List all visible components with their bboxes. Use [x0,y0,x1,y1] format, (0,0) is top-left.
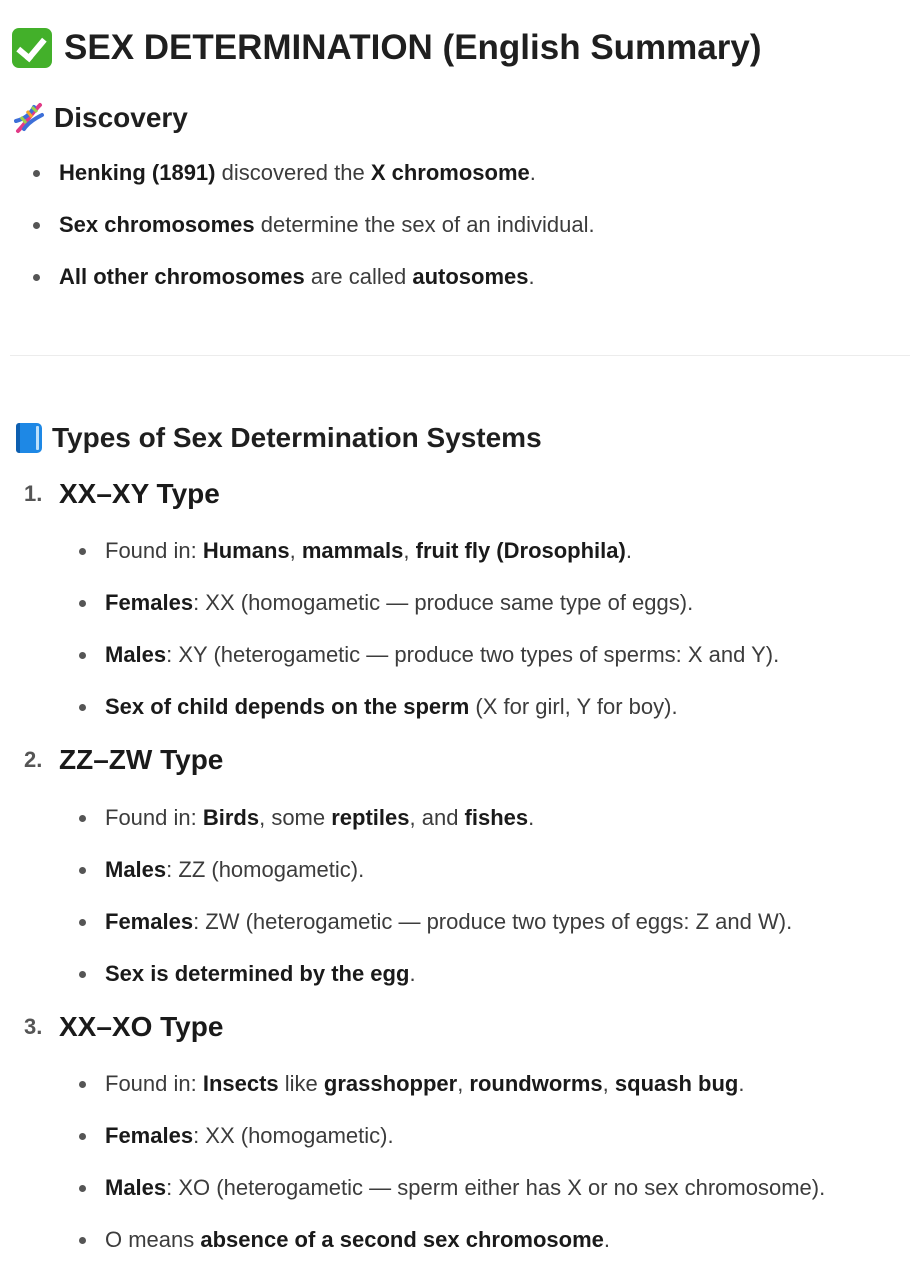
page-title-text: SEX DETERMINATION (English Summary) [64,28,762,67]
xx-xy-list [105,536,779,744]
discovery-list [59,158,595,314]
text-run: . [738,1071,745,1096]
text-run: : XO (heterogametic — sperm either has X or no sex chromosome). [166,1175,826,1200]
list-item [105,536,779,588]
discovery-heading [12,98,188,138]
list-item [59,210,595,262]
text-run: , [457,1071,470,1096]
bold-term: fruit fly (Drosophila) [415,538,626,563]
section-divider [10,355,910,356]
text-run: : ZZ (homogametic). [166,857,365,882]
text-run: : ZW (heterogametic — produce two types of eggs: Z and W). [193,909,793,934]
list-item [59,262,595,314]
bold-term: Females [105,909,194,934]
list-item [105,855,792,907]
text-run: Found in: [105,805,203,830]
bold-term: Sex chromosomes [59,212,255,237]
section-zz-zw [24,744,223,776]
bold-term: autosomes [412,264,529,289]
bold-term: All other chromosomes [59,264,305,289]
text-run: , [289,538,302,563]
list-item [105,692,779,744]
section-title: XX–XY Type [59,478,220,509]
section-number: 1. [24,481,43,506]
xx-xo-list [105,1069,825,1277]
text-run: , [602,1071,615,1096]
text-run: Found in: [105,538,203,563]
list-item [105,803,792,855]
text-run: . [409,961,416,986]
bold-term: X chromosome [370,160,530,185]
section-title: XX–XO Type [59,1011,224,1042]
text-run: , and [409,805,465,830]
text-run: . [529,160,536,185]
bold-term: Insects [202,1071,279,1096]
list-item [105,588,779,640]
text-run: : XX (homogametic). [193,1123,394,1148]
bold-term: grasshopper [323,1071,458,1096]
bold-term: reptiles [331,805,410,830]
bold-term: Females [105,590,194,615]
text-run: . [528,264,535,289]
bold-term: Sex of child depends on the sperm [105,694,470,719]
page-title [12,24,762,72]
blue-book-icon [16,423,42,453]
text-run: , [403,538,416,563]
text-run: . [603,1227,610,1252]
section-title: ZZ–ZW Type [59,744,224,775]
bold-term: Males [105,642,167,667]
bold-term: Males [105,857,167,882]
bold-term: roundworms [469,1071,603,1096]
zz-zw-list [105,803,792,1011]
list-item [105,1173,825,1225]
bold-term: squash bug [614,1071,739,1096]
section-number: 3. [24,1014,43,1039]
section-number: 2. [24,747,43,772]
types-heading [12,418,542,458]
text-run: determine the sex of an individual. [254,212,595,237]
check-mark-icon [12,28,52,68]
list-item [105,640,779,692]
text-run: are called [304,264,413,289]
list-item [105,1121,825,1173]
section-xx-xy [24,478,220,510]
text-run: O means [105,1227,201,1252]
text-run: : XX (homogametic — produce same type of eggs). [193,590,694,615]
list-item [105,1069,825,1121]
bold-term: Sex is determined by the egg [105,961,410,986]
bold-term: absence of a second sex chromosome [200,1227,604,1252]
text-run: discovered the [215,160,371,185]
text-run: like [278,1071,324,1096]
list-item [105,1225,825,1277]
dna-icon [12,101,46,135]
section-xx-xo [24,1011,223,1043]
list-item [59,158,595,210]
discovery-heading-text: Discovery [54,102,188,133]
text-run: . [528,805,535,830]
text-run: Found in: [105,1071,203,1096]
text-run: (X for girl, Y for boy). [469,694,678,719]
bold-term: Birds [202,805,260,830]
bold-term: mammals [301,538,404,563]
bold-term: Humans [202,538,290,563]
text-run: : XY (heterogametic — produce two types of sperms: X and Y). [166,642,780,667]
bold-term: Males [105,1175,167,1200]
bold-term: Females [105,1123,194,1148]
list-item [105,907,792,959]
text-run: , some [259,805,332,830]
types-heading-text: Types of Sex Determination Systems [52,422,542,453]
bold-term: Henking (1891) [59,160,216,185]
text-run: . [625,538,632,563]
bold-term: fishes [464,805,529,830]
list-item [105,959,792,1011]
